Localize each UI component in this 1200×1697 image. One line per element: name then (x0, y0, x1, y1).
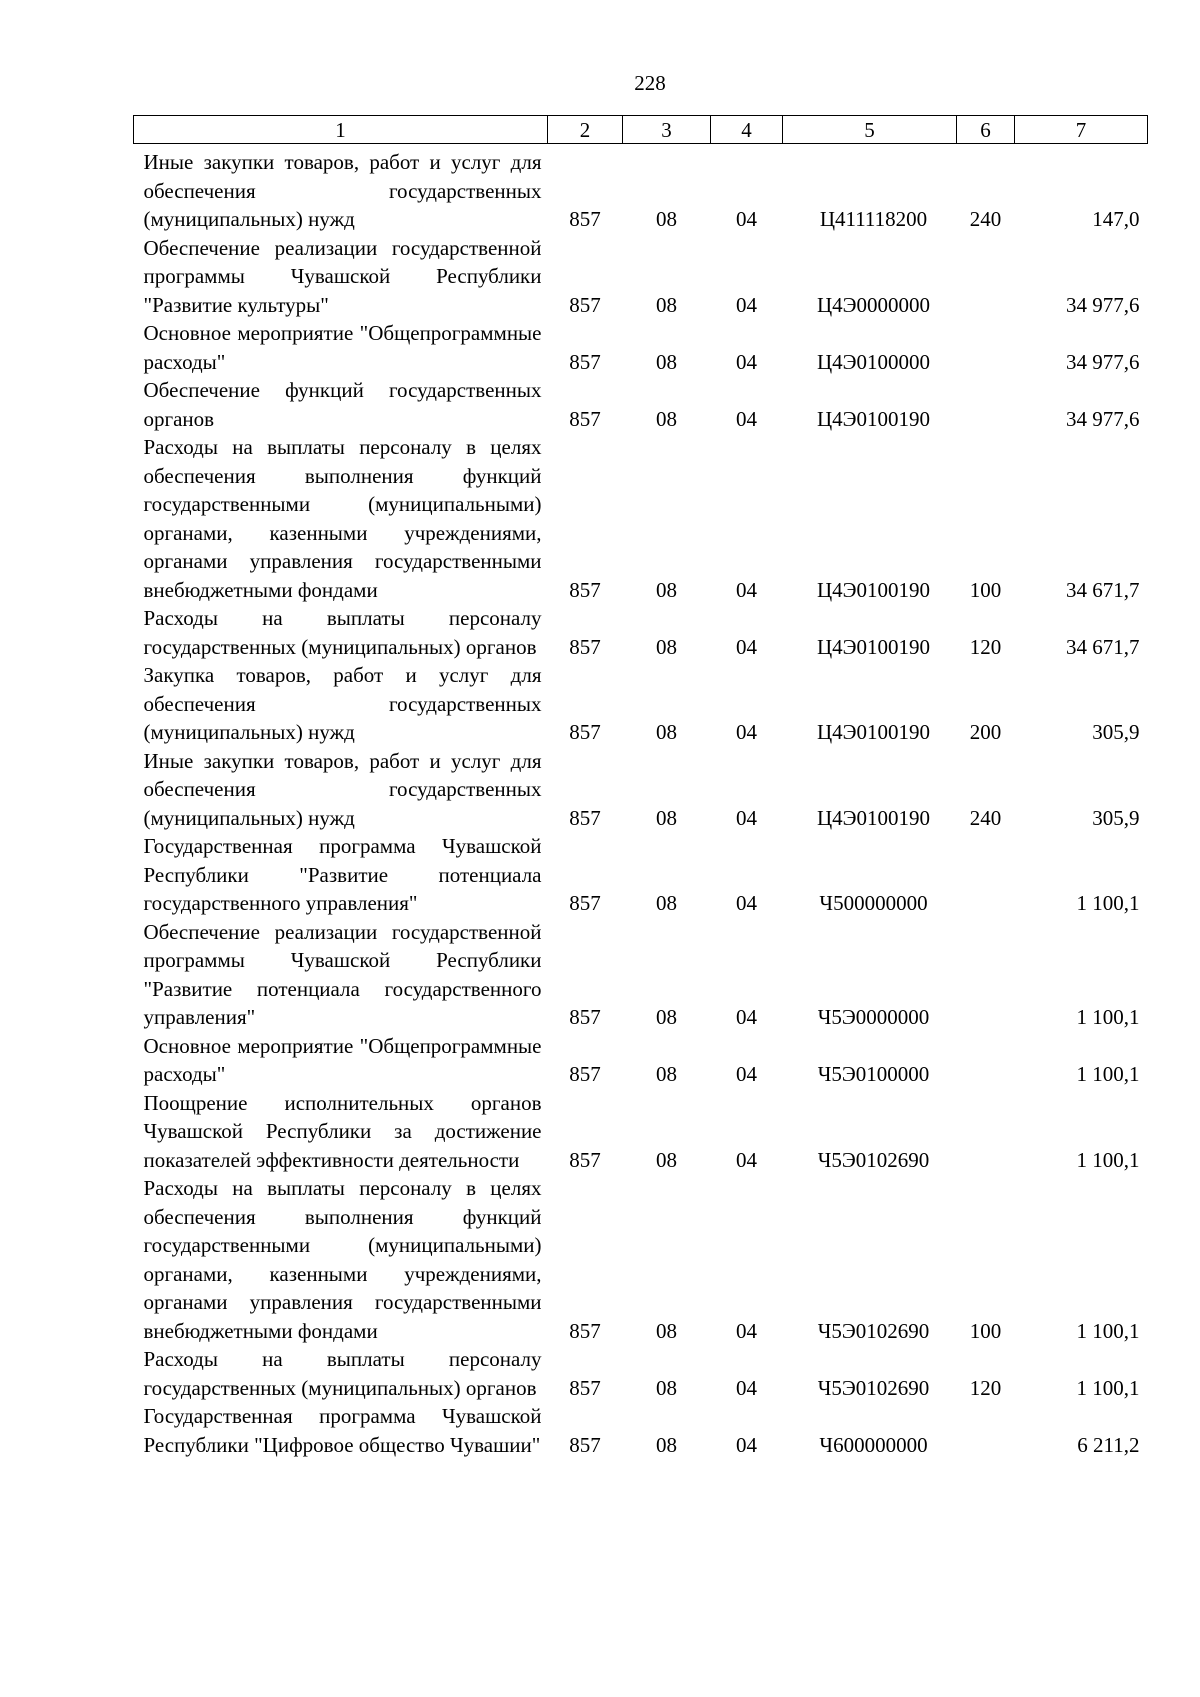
row-col-4: 04 (736, 805, 757, 830)
header-col-2: 2 (548, 116, 623, 144)
row-description: Обеспечение реализации государственной программы Чувашской Республики "Развитие потенциала государственного управления" (143, 919, 542, 1029)
row-col-7: 34 977,6 (1066, 292, 1140, 317)
budget-table (133, 115, 1148, 1459)
row-col-6 (957, 1089, 1015, 1175)
row-col-6 (957, 376, 1015, 433)
row-col-4: 04 (736, 1318, 757, 1343)
row-col-3: 08 (656, 207, 677, 231)
table-row (134, 376, 1148, 433)
row-description: Государственная программа Чувашской Республики "Развитие потенциала государственного управления" (143, 834, 542, 915)
header-col-4: 4 (711, 116, 783, 144)
row-col-5: Ч5Э0100000 (817, 1062, 930, 1086)
row-col-7: 147,0 (1092, 207, 1140, 231)
row-col-7: 1 100,1 (1076, 1147, 1140, 1172)
row-col-5: Ц4Э0100190 (816, 406, 931, 431)
row-col-3: 08 (656, 720, 677, 744)
table-row (134, 1345, 1148, 1402)
row-col-3: 08 (656, 1432, 677, 1457)
table-row (134, 1089, 1148, 1175)
row-col-4: 04 (736, 1005, 757, 1029)
row-col-7: 34 977,6 (1066, 349, 1140, 374)
row-col-4: 04 (736, 891, 757, 915)
row-col-2: 857 (569, 406, 601, 431)
row-col-4: 04 (736, 1375, 757, 1400)
row-col-5: Ц4Э0100000 (816, 349, 931, 374)
row-col-5: Ч5Э0102690 (817, 1375, 930, 1400)
table-header-row (134, 116, 1148, 144)
row-col-3: 08 (656, 1005, 677, 1029)
table-row (134, 144, 1148, 234)
row-col-2: 857 (569, 577, 601, 602)
row-col-6 (957, 234, 1015, 320)
row-col-5: Ч5Э0102690 (817, 1147, 930, 1172)
row-col-2: 857 (569, 349, 601, 374)
row-col-6: 100 (969, 577, 1002, 602)
row-col-5: Ч500000000 (819, 891, 928, 915)
row-description: Обеспечение функций государственных органов (143, 378, 542, 431)
row-description: Расходы на выплаты персоналу государственных (муниципальных) органов (143, 1347, 542, 1400)
row-col-7: 1 100,1 (1076, 1062, 1140, 1086)
header-col-6: 6 (957, 116, 1015, 144)
row-col-3: 08 (656, 406, 677, 431)
table-row (134, 1402, 1148, 1459)
row-col-2: 857 (569, 292, 601, 317)
row-col-7: 34 977,6 (1066, 406, 1140, 431)
row-col-5: Ц4Э0100190 (816, 720, 931, 744)
table-row (134, 604, 1148, 661)
row-col-4: 04 (736, 207, 757, 231)
table-row (134, 433, 1148, 604)
row-col-7: 34 671,7 (1066, 634, 1140, 659)
row-col-4: 04 (736, 1432, 757, 1457)
row-col-4: 04 (736, 406, 757, 431)
row-col-2: 857 (569, 207, 601, 231)
table-row (134, 832, 1148, 918)
row-col-2: 857 (569, 1147, 601, 1172)
row-col-6: 100 (969, 1318, 1002, 1343)
row-col-3: 08 (656, 634, 677, 659)
row-col-5: Ц4Э0100190 (816, 634, 931, 659)
row-description: Расходы на выплаты персоналу в целях обеспечения выполнения функций государственными (муниципальными) органами, казенными учреждениями, органами управления государственными внебюджетными фондами (143, 1176, 542, 1343)
row-col-7: 1 100,1 (1076, 1318, 1140, 1343)
row-col-5: Ч5Э0102690 (817, 1318, 930, 1343)
row-col-6: 240 (969, 805, 1002, 830)
page-number: 228 (634, 71, 666, 95)
row-description: Основное мероприятие "Общепрограммные расходы" (143, 321, 542, 374)
row-col-5: Ч600000000 (819, 1432, 928, 1457)
row-col-3: 08 (656, 1147, 677, 1172)
row-col-7: 34 671,7 (1066, 577, 1140, 602)
row-col-5: Ц411118200 (819, 207, 928, 231)
row-description: Иные закупки товаров, работ и услуг для обеспечения государственных (муниципальных) нужд (143, 748, 542, 830)
row-description: Поощрение исполнительных органов Чувашской Республики за достижение показателей эффективности деятельности (143, 1090, 542, 1172)
row-col-5: Ч5Э0000000 (817, 1005, 930, 1029)
header-col-3: 3 (623, 116, 711, 144)
row-description: Расходы на выплаты персоналу в целях обеспечения выполнения функций государственными (муниципальными) органами, казенными учреждениями, органами управления государственными внебюджетными фондами (143, 435, 542, 602)
row-col-4: 04 (736, 1062, 757, 1086)
table-body (134, 144, 1148, 1460)
row-description: Закупка товаров, работ и услуг для обеспечения государственных (муниципальных) нужд (143, 663, 542, 744)
header-col-7: 7 (1015, 116, 1148, 144)
row-col-7: 305,9 (1092, 805, 1140, 830)
row-col-7: 6 211,2 (1077, 1432, 1140, 1457)
row-col-6: 120 (969, 634, 1002, 659)
header-col-5: 5 (783, 116, 957, 144)
row-col-6 (957, 319, 1015, 376)
row-col-6 (957, 1032, 1015, 1089)
row-col-4: 04 (736, 634, 757, 659)
row-col-6 (957, 1402, 1015, 1459)
row-description: Расходы на выплаты персоналу государственных (муниципальных) органов (143, 606, 542, 659)
table-row (134, 918, 1148, 1032)
row-col-2: 857 (569, 720, 601, 744)
row-col-6: 120 (969, 1375, 1002, 1400)
row-col-2: 857 (569, 891, 601, 915)
row-col-7: 305,9 (1092, 720, 1140, 744)
row-col-7: 1 100,1 (1076, 1005, 1140, 1029)
row-col-3: 08 (656, 1062, 677, 1086)
row-col-2: 857 (569, 1005, 601, 1029)
row-col-3: 08 (656, 1375, 677, 1400)
header-col-1: 1 (134, 116, 548, 144)
row-col-7: 1 100,1 (1076, 891, 1140, 915)
row-col-4: 04 (736, 577, 757, 602)
row-col-2: 857 (569, 1375, 601, 1400)
table-row (134, 661, 1148, 747)
row-col-3: 08 (656, 349, 677, 374)
row-col-4: 04 (736, 720, 757, 744)
row-col-3: 08 (656, 891, 677, 915)
row-description: Основное мероприятие "Общепрограммные расходы" (143, 1033, 542, 1086)
row-col-5: Ц4Э0100190 (816, 805, 931, 830)
row-col-3: 08 (656, 577, 677, 602)
table-row (134, 747, 1148, 833)
row-col-2: 857 (569, 1318, 601, 1343)
row-description: Государственная программа Чувашской Республики "Цифровое общество Чувашии" (143, 1404, 542, 1457)
row-col-5: Ц4Э0000000 (816, 292, 931, 317)
row-col-6: 240 (969, 207, 1002, 231)
table-row (134, 234, 1148, 320)
table-row (134, 319, 1148, 376)
table-row (134, 1032, 1148, 1089)
row-col-3: 08 (656, 1318, 677, 1343)
row-col-2: 857 (569, 1432, 601, 1457)
row-col-6 (957, 832, 1015, 918)
row-col-2: 857 (569, 805, 601, 830)
row-col-3: 08 (656, 292, 677, 317)
row-col-6: 200 (969, 720, 1002, 744)
row-col-2: 857 (569, 634, 601, 659)
row-col-4: 04 (736, 1147, 757, 1172)
row-col-4: 04 (736, 292, 757, 317)
row-col-5: Ц4Э0100190 (816, 577, 931, 602)
row-col-4: 04 (736, 349, 757, 374)
table-row (134, 1174, 1148, 1345)
row-col-6 (957, 918, 1015, 1032)
row-col-2: 857 (569, 1062, 601, 1086)
row-description: Иные закупки товаров, работ и услуг для обеспечения государственных (муниципальных) нужд (143, 150, 542, 231)
row-col-3: 08 (656, 805, 677, 830)
row-description: Обеспечение реализации государственной программы Чувашской Республики "Развитие культуры" (143, 235, 542, 317)
row-col-7: 1 100,1 (1076, 1375, 1140, 1400)
